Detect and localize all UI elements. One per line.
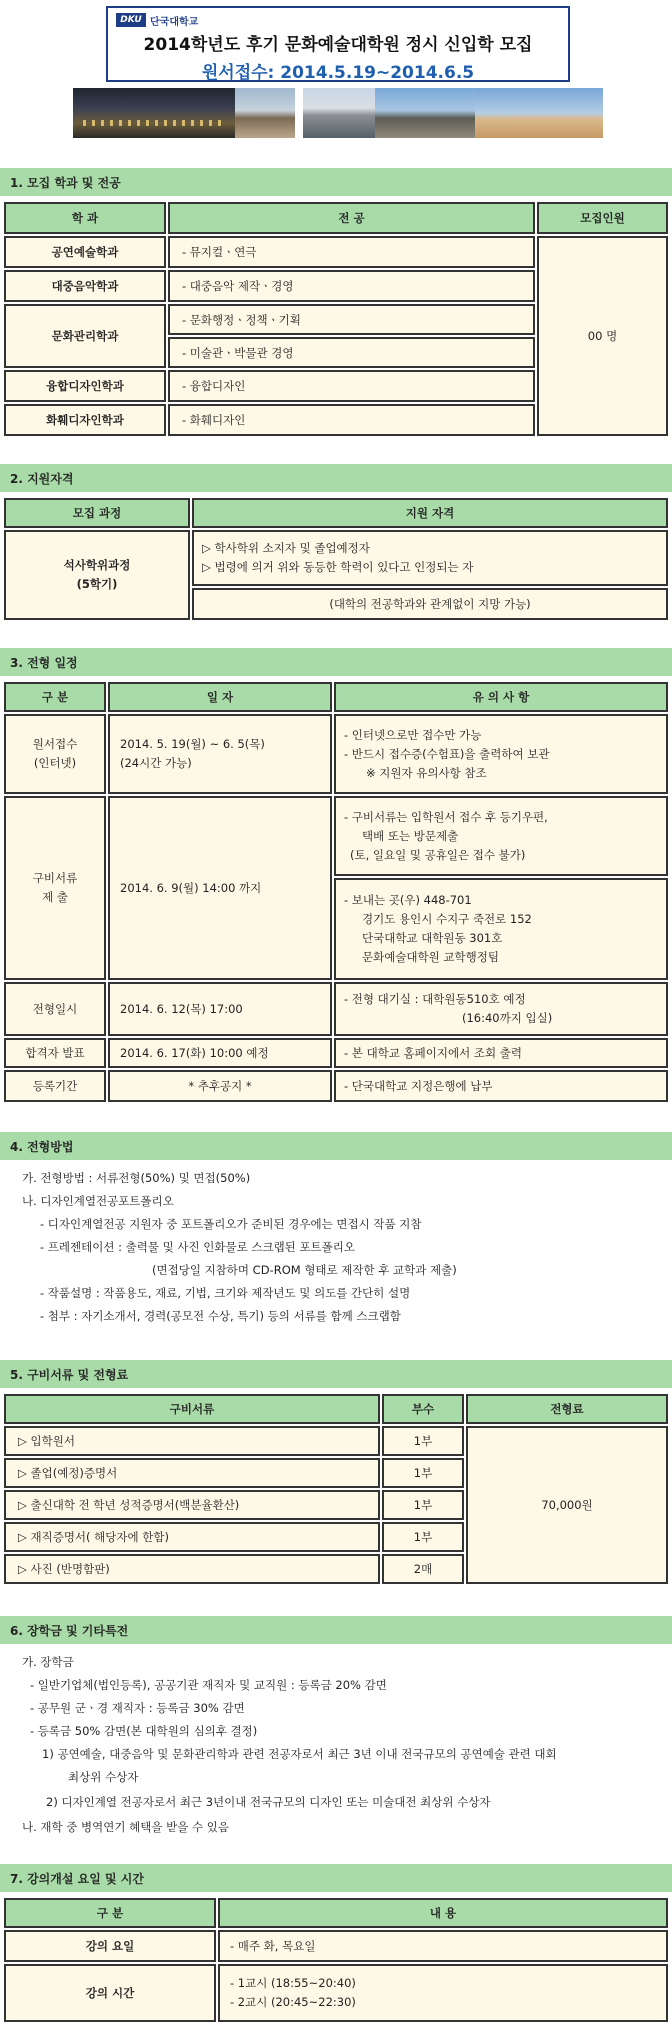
- schedule-exam-date: 2014. 6. 12(목) 17:00: [108, 982, 332, 1036]
- schedule-result-date: 2014. 6. 17(화) 10:00 예정: [108, 1038, 332, 1068]
- address-line: 문화예술대학원 교학행정팀: [362, 950, 499, 964]
- schedule-exam-notes: [334, 982, 668, 1036]
- university-name: 단국대학교: [150, 16, 199, 28]
- exam-note: (16:40까지 입실): [462, 1011, 553, 1025]
- method-line: (면접당일 지참하며 CD-ROM 형태로 제작한 후 교학과 제출): [152, 1263, 457, 1277]
- qual-item: ▷ 법령에 의거 위와 동등한 학력이 있다고 인정되는 자: [202, 560, 474, 574]
- fee-amount: 70,000원: [466, 1426, 668, 1584]
- schedule-apply-notes: [334, 714, 668, 794]
- method-line: 가. 전형방법 : 서류전형(50%) 및 면접(50%): [22, 1171, 251, 1185]
- address-line: 경기도 용인시 수지구 죽전로 152: [362, 912, 532, 926]
- schedule-register-note: - 단국대학교 지정은행에 납부: [334, 1070, 668, 1102]
- apply-note: - 인터넷으로만 접수만 가능: [344, 727, 482, 742]
- page-title: 2014학년도 후기 문화예술대학원 정시 신입학 모집: [143, 35, 533, 55]
- major-culture-admin: - 문화행정ㆍ정책ㆍ기획: [168, 304, 535, 335]
- recruit-header-count: 모집인원: [537, 202, 668, 234]
- method-line: - 작품설명 : 작품용도, 재료, 기법, 크기와 제작년도 및 의도를 간단히 설명: [40, 1286, 411, 1300]
- scholar-line: 나. 재학 중 병역연기 혜택을 받을 수 있음: [22, 1820, 229, 1834]
- fee-doc-row: ▷ 사진 (반명함판): [4, 1554, 380, 1584]
- qual-header-requirement: 지원 자격: [192, 498, 668, 528]
- fee-header-amount: 전형료: [466, 1394, 668, 1424]
- qual-header-course: 모집 과정: [4, 498, 190, 528]
- section-qualification-header: 2. 지원자격: [0, 464, 672, 492]
- scholar-line: - 공무원 군ㆍ경 재직자 : 등록금 30% 감면: [30, 1701, 245, 1715]
- statue-photo: [303, 88, 375, 138]
- schedule-apply-date: [108, 714, 332, 794]
- dept-floral-design: 화훼디자인학과: [4, 404, 166, 436]
- campus-plaza-photo: [475, 88, 603, 138]
- scholar-line: - 등록금 50% 감면(본 대학원의 심의후 결정): [30, 1724, 258, 1738]
- fee-qty: 1부: [382, 1490, 464, 1520]
- address-line: - 보내는 곳(우) 448-701: [344, 893, 472, 907]
- schedule-header-category: 구 분: [4, 682, 106, 712]
- method-line: - 프레젠테이션 : 출력물 및 사진 인화물로 스크랩된 포트폴리오: [40, 1240, 355, 1254]
- schedule-docs-date: 2014. 6. 9(월) 14:00 까지: [108, 796, 332, 980]
- lecture-day: - 매주 화, 목요일: [218, 1930, 668, 1962]
- section-lecture-header: 7. 강의개설 요일 및 시간: [0, 1864, 672, 1892]
- schedule-header-notes: 유 의 사 항: [334, 682, 668, 712]
- schedule-docs-label: [4, 796, 106, 980]
- schedule-result-note: - 본 대학교 홈페이지에서 조회 출력: [334, 1038, 668, 1068]
- apply-label-sub: (인터넷): [33, 756, 77, 770]
- schedule-apply-label: [4, 714, 106, 794]
- apply-note: ※ 지원자 유의사항 참조: [366, 765, 487, 780]
- dept-convergence-design: 융합디자인학과: [4, 370, 166, 402]
- dept-popular-music: 대중음악학과: [4, 270, 166, 302]
- section-fee-header: 5. 구비서류 및 전형료: [0, 1360, 672, 1388]
- recruit-header-dept: 학 과: [4, 202, 166, 234]
- section-scholarship-header: 6. 장학금 및 기타특전: [0, 1616, 672, 1644]
- apply-date: 2014. 5. 19(월) ~ 6. 5(목): [120, 737, 265, 751]
- apply-note: - 반드시 접수증(수험표)을 출력하여 보관: [344, 746, 550, 761]
- fee-header-qty: 부수: [382, 1394, 464, 1424]
- major-convergence-design: - 융합디자인: [168, 370, 535, 402]
- major-museum-management: - 미술관ㆍ박물관 경영: [168, 337, 535, 368]
- schedule-docs-address: [334, 878, 668, 980]
- fee-doc-row: ▷ 입학원서: [4, 1426, 380, 1456]
- schedule-result-label: 합격자 발표: [4, 1038, 106, 1068]
- docs-label-sub: 제 출: [42, 890, 68, 904]
- method-line: - 첨부 : 자기소개서, 경력(공모전 수상, 특기) 등의 서류를 함께 스크랩함: [40, 1309, 401, 1323]
- method-line: 나. 디자인계열전공포트폴리오: [22, 1194, 174, 1208]
- application-period: 원서접수: 2014.5.19~2014.6.5: [201, 63, 475, 83]
- docs-note: (토, 일요일 및 공휴일은 접수 불가): [350, 847, 526, 862]
- method-line: - 디자인계열전공 지원자 중 포트폴리오가 준비된 경우에는 면접시 작품 지참: [40, 1217, 422, 1231]
- fee-qty: 2매: [382, 1554, 464, 1584]
- qual-note: (대학의 전공학과와 관계없이 지망 가능): [192, 588, 668, 620]
- photo-divider: [295, 88, 303, 138]
- dept-performing-arts: 공연예술학과: [4, 236, 166, 268]
- scholar-line: 1) 공연예술, 대중음악 및 문화관리학과 관련 전공자로서 최근 3년 이내 전국규모의 공연예술 관련 대회: [42, 1747, 557, 1761]
- scholar-line: 2) 디자인계열 전공자로서 최근 3년이내 전국규모의 디자인 또는 미술대전 최상위 수상자: [46, 1795, 491, 1809]
- section-schedule-header: 3. 전형 일정: [0, 648, 672, 676]
- docs-note: 택배 또는 방문제출: [362, 828, 459, 843]
- fee-doc-row: ▷ 졸업(예정)증명서: [4, 1458, 380, 1488]
- qual-course: 석사학위과정: [63, 558, 131, 572]
- address-line: 단국대학교 대학원동 301호: [362, 931, 503, 945]
- lecture-time-label: 강의 시간: [4, 1964, 216, 2022]
- recruit-header-major: 전 공: [168, 202, 535, 234]
- lecture-period: - 2교시 (20:45~22:30): [230, 1995, 356, 2009]
- section-method-header: 4. 전형방법: [0, 1132, 672, 1160]
- qual-requirements: [192, 530, 668, 586]
- university-logo: [116, 12, 198, 28]
- lecture-times: [218, 1964, 668, 2022]
- section-recruit-header: 1. 모집 학과 및 전공: [0, 168, 672, 196]
- fee-doc-row: ▷ 출신대학 전 학년 성적증명서(백분율환산): [4, 1490, 380, 1520]
- lecture-header-category: 구 분: [4, 1898, 216, 1928]
- scholar-line: 최상위 수상자: [68, 1770, 139, 1784]
- fee-header-docs: 구비서류: [4, 1394, 380, 1424]
- schedule-docs-method: [334, 796, 668, 876]
- schedule-register-date: * 추후공지 *: [108, 1070, 332, 1102]
- lecture-day-label: 강의 요일: [4, 1930, 216, 1962]
- fee-qty: 1부: [382, 1458, 464, 1488]
- apply-hours: (24시간 가능): [120, 756, 192, 770]
- header-banner: [106, 6, 570, 82]
- schedule-header-date: 일 자: [108, 682, 332, 712]
- campus-building-photo: [235, 88, 295, 138]
- lecture-header-content: 내 용: [218, 1898, 668, 1928]
- scholar-line: 가. 장학금: [22, 1655, 74, 1669]
- recruit-count: 00 명: [537, 236, 668, 436]
- exam-note: - 전형 대기실 : 대학원동510호 예정: [344, 992, 526, 1006]
- qual-course-term: (5학기): [76, 577, 118, 591]
- logo-mark: DKU: [116, 13, 146, 27]
- lecture-period: - 1교시 (18:55~20:40): [230, 1976, 356, 1990]
- schedule-exam-label: 전형일시: [4, 982, 106, 1036]
- fee-qty: 1부: [382, 1522, 464, 1552]
- qual-course-cell: [4, 530, 190, 620]
- campus-night-photo: [73, 88, 235, 138]
- major-pop-music-production: - 대중음악 제작ㆍ경영: [168, 270, 535, 302]
- scholar-line: - 일반기업체(법인등록), 공공기관 재직자 및 교직원 : 등록금 20% 감면: [30, 1678, 387, 1692]
- major-floral-design: - 화훼디자인: [168, 404, 535, 436]
- fee-qty: 1부: [382, 1426, 464, 1456]
- dept-culture-management: 문화관리학과: [4, 304, 166, 368]
- docs-label: 구비서류: [32, 871, 78, 885]
- apply-label: 원서접수: [32, 737, 78, 751]
- campus-photo-strip: [73, 88, 603, 138]
- qual-item: ▷ 학사학위 소지자 및 졸업예정자: [202, 541, 370, 555]
- schedule-register-label: 등록기간: [4, 1070, 106, 1102]
- fee-doc-row: ▷ 재직증명서( 해당자에 한함): [4, 1522, 380, 1552]
- monument-photo: [375, 88, 475, 138]
- major-musical-theatre: - 뮤지컬ㆍ연극: [168, 236, 535, 268]
- docs-note: - 구비서류는 입학원서 접수 후 등기우편,: [344, 809, 548, 824]
